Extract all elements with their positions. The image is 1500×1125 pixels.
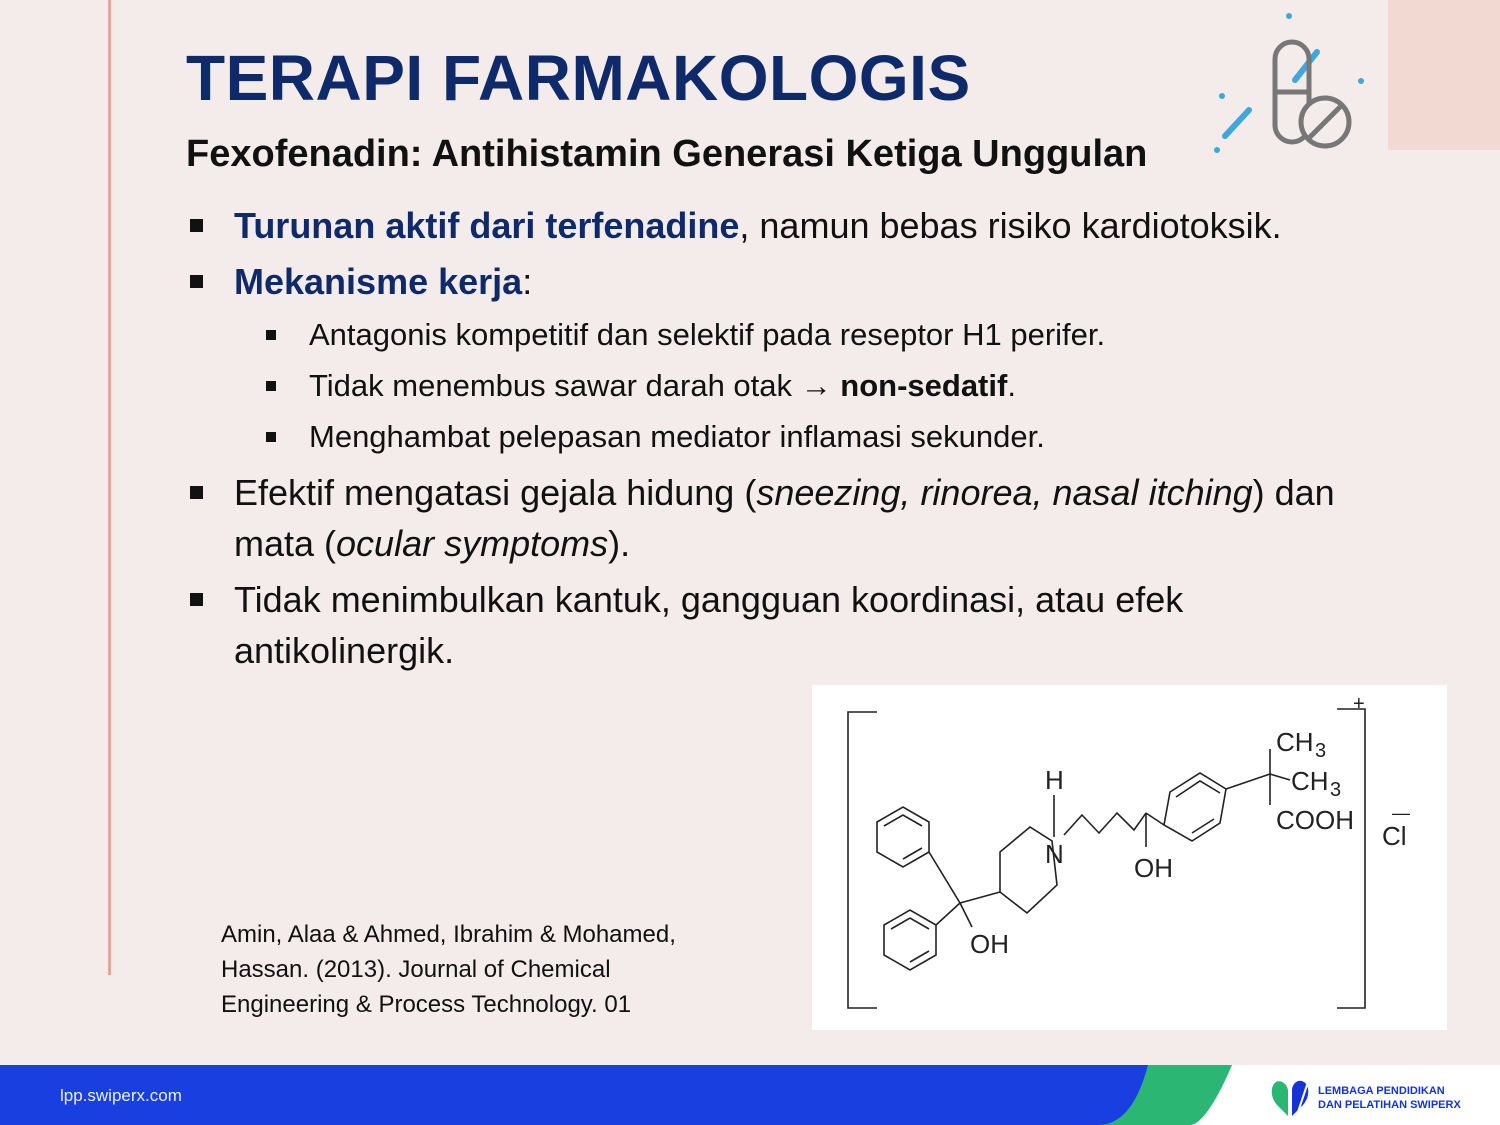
label-cooh: COOH (1276, 805, 1354, 835)
label-oh-left: OH (970, 929, 1009, 959)
pill-capsule-icon (1205, 10, 1375, 160)
bullet-text: ). (608, 523, 631, 564)
slide-title: TERAPI FARMAKOLOGIS (186, 42, 971, 114)
sub-bullet-item (234, 309, 1386, 360)
bullet-text: : (522, 261, 533, 302)
label-minus: — (1392, 803, 1410, 823)
bullet-text: ) dan mata ( (234, 472, 1335, 564)
bullet-item (186, 574, 1386, 676)
label-h: H (1045, 765, 1064, 795)
bullet-item (186, 256, 1386, 462)
fexofenadine-structure-diagram (812, 685, 1447, 1030)
sub-bullet-text: Antagonis kompetitif dan selektif pada reseptor H1 perifer. (309, 317, 1106, 352)
bullet-bold-text: Turunan aktif dari terfenadine (234, 205, 740, 246)
bullet-bold-text: Mekanisme kerja (234, 261, 523, 302)
label-plus: + (1353, 693, 1365, 715)
slide-subtitle: Fexofenadin: Antihistamin Generasi Ketiga Unggulan (186, 133, 1148, 175)
sub-bullet-text: Menghambat pelepasan mediator inflamasi sekunder. (309, 419, 1045, 454)
sub-bullet-text: . (1007, 368, 1016, 403)
logo-line: LEMBAGA PENDIDIKAN (1318, 1085, 1445, 1097)
citation-line: Hassan. (2013). Journal of Chemical (221, 956, 611, 983)
sub-bullet-item (234, 360, 1386, 411)
sub-bullet-item (234, 411, 1386, 462)
bullet-item (186, 200, 1386, 251)
bullet-text: , namun bebas risiko kardiotoksik. (739, 205, 1282, 246)
sub-bullet-bold-text: non-sedatif (840, 368, 1008, 403)
bullet-text: Efektif mengatasi gejala hidung ( (234, 472, 757, 513)
bullet-text: Tidak menimbulkan kantuk, gangguan koordinasi, atau efek antikolinergik. (234, 579, 1184, 671)
label-ch3-b: CH (1291, 766, 1329, 796)
label-n: N (1045, 839, 1064, 869)
sub-bullet-list (234, 309, 1386, 462)
citation-line: Amin, Alaa & Ahmed, Ibrahim & Mohamed, (221, 921, 676, 948)
bullet-item (186, 467, 1386, 569)
label-sub3-b: 3 (1330, 779, 1342, 801)
accent-line (108, 0, 111, 975)
logo-line: DAN PELATIHAN SWIPERX (1318, 1099, 1461, 1111)
bullet-list (186, 200, 1386, 681)
label-cl: Cl (1382, 821, 1407, 851)
bullet-italic-text: sneezing, rinorea, nasal itching (756, 472, 1253, 513)
footer-url-link[interactable]: lpp.swiperx.com (60, 1086, 182, 1105)
citation (221, 917, 781, 1022)
label-sub3-a: 3 (1315, 740, 1327, 762)
bullet-italic-text: ocular symptoms (336, 523, 609, 564)
label-oh-right: OH (1134, 853, 1173, 883)
corner-decoration (1388, 0, 1500, 150)
sub-bullet-text: Tidak menembus sawar darah otak → (309, 368, 841, 403)
label-ch3-a: CH (1276, 727, 1314, 757)
chemical-structure-figure (812, 685, 1447, 1030)
logo-text (1318, 1084, 1461, 1112)
citation-line: Engineering & Process Technology. 01 (221, 991, 632, 1018)
